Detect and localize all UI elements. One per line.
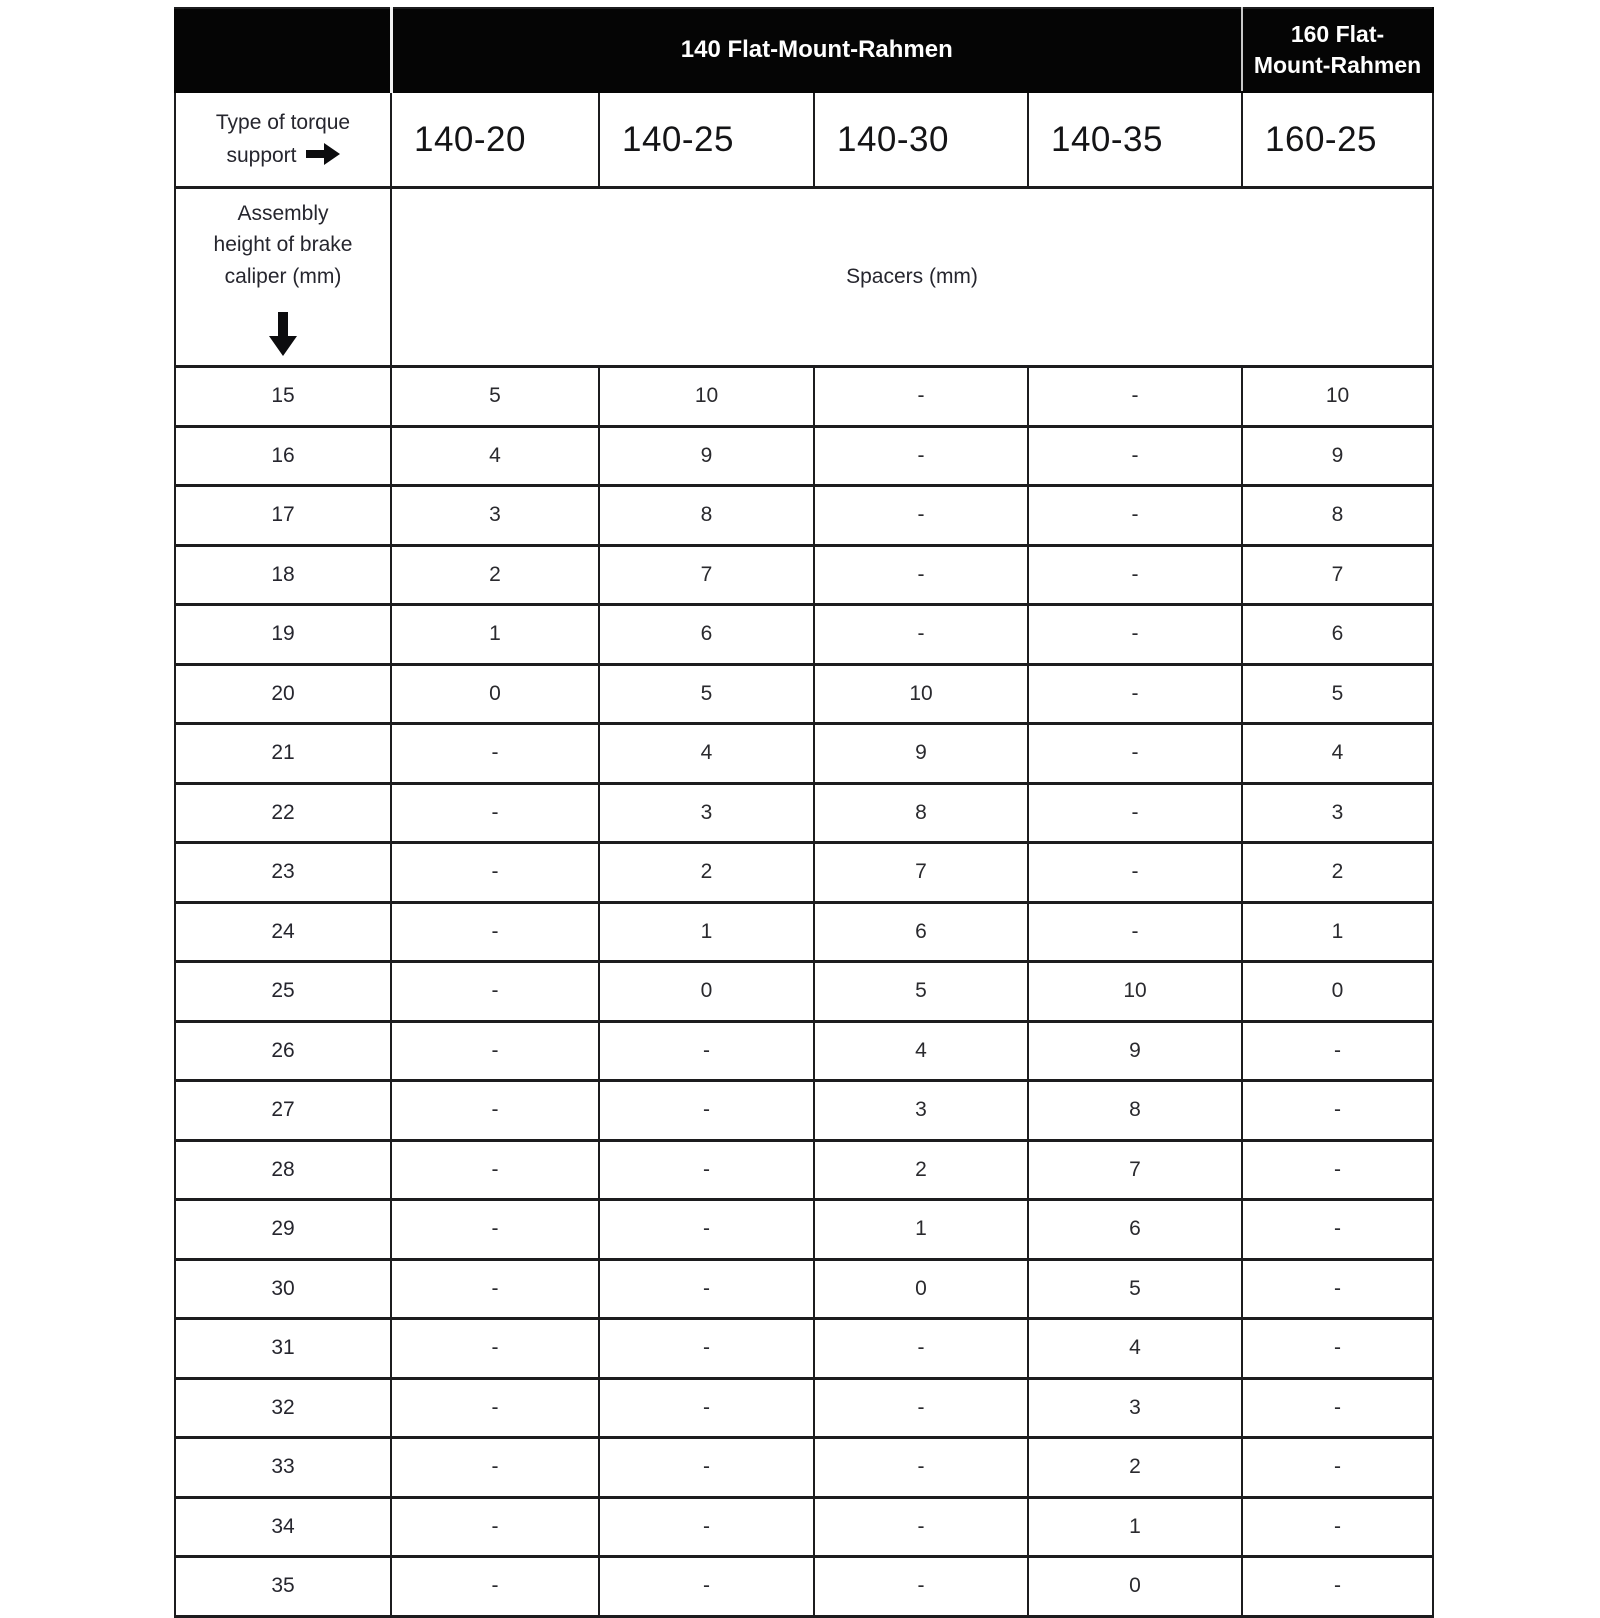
spacer-value-cell: 8 <box>1028 1081 1242 1141</box>
spacer-value-cell: 3 <box>814 1081 1028 1141</box>
assembly-height-value: 30 <box>175 1259 391 1319</box>
spacer-value-cell: - <box>814 426 1028 486</box>
spacer-value-cell: 6 <box>1028 1200 1242 1260</box>
table-row <box>175 486 1433 546</box>
spacer-value-cell: 3 <box>1242 783 1433 843</box>
spacer-value-cell: 10 <box>599 367 814 427</box>
spacer-value-cell: 5 <box>1028 1259 1242 1319</box>
spacer-value-cell: - <box>391 902 599 962</box>
assembly-height-value: 27 <box>175 1081 391 1141</box>
table-row <box>175 605 1433 665</box>
spacer-value-cell: 9 <box>599 426 814 486</box>
spacer-value-cell: 9 <box>814 724 1028 784</box>
spacer-value-cell: 4 <box>1028 1319 1242 1379</box>
spacer-value-cell: 10 <box>814 664 1028 724</box>
group-header-160: 160 Flat-Mount-Rahmen <box>1242 8 1433 92</box>
spacer-value-cell: 1 <box>814 1200 1028 1260</box>
assembly-height-value: 18 <box>175 545 391 605</box>
spacer-value-cell: 6 <box>599 605 814 665</box>
assembly-height-value: 31 <box>175 1319 391 1379</box>
assembly-height-value: 24 <box>175 902 391 962</box>
spacer-value-cell: - <box>1242 1021 1433 1081</box>
torque-type-cell: 140-20 <box>391 92 599 188</box>
spacer-value-cell: - <box>1242 1259 1433 1319</box>
table-row <box>175 1497 1433 1557</box>
assembly-height-value: 28 <box>175 1140 391 1200</box>
spacer-value-cell: 10 <box>1028 962 1242 1022</box>
spacer-value-cell: 5 <box>599 664 814 724</box>
assembly-label-line3: caliper (mm) <box>224 264 342 288</box>
assembly-height-value: 29 <box>175 1200 391 1260</box>
table-row <box>175 1259 1433 1319</box>
spacer-value-cell: - <box>814 545 1028 605</box>
spacer-value-cell: 0 <box>599 962 814 1022</box>
spacer-value-cell: 1 <box>1242 902 1433 962</box>
spacer-value-cell: 8 <box>1242 486 1433 546</box>
spacer-value-cell: - <box>391 783 599 843</box>
table-row <box>175 426 1433 486</box>
spacer-value-cell: 7 <box>1242 545 1433 605</box>
spacer-value-cell: 5 <box>391 367 599 427</box>
table-row <box>175 1557 1433 1617</box>
spacer-value-cell: - <box>599 1378 814 1438</box>
table-row <box>175 1140 1433 1200</box>
spacer-value-cell: - <box>1028 724 1242 784</box>
spacer-value-cell: - <box>1242 1378 1433 1438</box>
spacer-value-cell: - <box>599 1319 814 1379</box>
spacer-value-cell: - <box>391 1021 599 1081</box>
spacer-value-cell: 8 <box>599 486 814 546</box>
table-row <box>175 902 1433 962</box>
spacer-value-cell: - <box>1028 605 1242 665</box>
spacer-value-cell: 2 <box>814 1140 1028 1200</box>
spacer-value-cell: 4 <box>1242 724 1433 784</box>
assembly-height-value: 32 <box>175 1378 391 1438</box>
table-body <box>175 367 1433 1617</box>
table-row <box>175 1081 1433 1141</box>
spacer-value-cell: 2 <box>1028 1438 1242 1498</box>
spacer-value-cell: 0 <box>1242 962 1433 1022</box>
spacer-value-cell: - <box>599 1140 814 1200</box>
spacer-value-cell: - <box>599 1438 814 1498</box>
spacer-value-cell: - <box>599 1200 814 1260</box>
spacer-value-cell: - <box>814 1438 1028 1498</box>
assembly-height-value: 22 <box>175 783 391 843</box>
spacer-value-cell: - <box>391 1557 599 1617</box>
spacer-value-cell: - <box>391 1497 599 1557</box>
spacer-value-cell: - <box>1028 367 1242 427</box>
spacer-value-cell: - <box>599 1259 814 1319</box>
spacer-value-cell: - <box>1242 1081 1433 1141</box>
right-arrow-icon <box>306 143 340 165</box>
spacer-value-cell: - <box>599 1081 814 1141</box>
spacer-value-cell: - <box>391 1319 599 1379</box>
spacer-value-cell: 3 <box>391 486 599 546</box>
spacer-value-cell: 0 <box>814 1259 1028 1319</box>
spacer-value-cell: - <box>391 724 599 784</box>
spacer-value-cell: - <box>1028 486 1242 546</box>
spacer-table-container <box>174 7 1432 1618</box>
spacer-value-cell: - <box>814 605 1028 665</box>
spacer-value-cell: 4 <box>599 724 814 784</box>
torque-type-cell: 140-35 <box>1028 92 1242 188</box>
assembly-height-value: 34 <box>175 1497 391 1557</box>
spacer-value-cell: - <box>391 843 599 903</box>
spacer-value-cell: - <box>599 1497 814 1557</box>
table-row <box>175 1319 1433 1379</box>
spacer-value-cell: - <box>1028 843 1242 903</box>
spacers-header-cell: Spacers (mm) <box>391 188 1433 367</box>
spacer-value-cell: 9 <box>1028 1021 1242 1081</box>
spacer-value-cell: 2 <box>391 545 599 605</box>
spacer-value-cell: 6 <box>814 902 1028 962</box>
group-header-140: 140 Flat-Mount-Rahmen <box>391 8 1242 92</box>
spacer-value-cell: - <box>391 1378 599 1438</box>
torque-type-row <box>175 92 1433 188</box>
spacer-value-cell: 10 <box>1242 367 1433 427</box>
spacer-value-cell: 5 <box>1242 664 1433 724</box>
table-row <box>175 783 1433 843</box>
spacer-value-cell: 1 <box>391 605 599 665</box>
spacer-value-cell: 2 <box>599 843 814 903</box>
spacer-value-cell: - <box>391 1259 599 1319</box>
table-row <box>175 664 1433 724</box>
assembly-height-value: 26 <box>175 1021 391 1081</box>
spacer-value-cell: 0 <box>391 664 599 724</box>
spacer-value-cell: - <box>391 1140 599 1200</box>
spacer-table <box>174 7 1434 1618</box>
spacer-value-cell: 5 <box>814 962 1028 1022</box>
table-row <box>175 843 1433 903</box>
spacer-value-cell: - <box>1028 902 1242 962</box>
spacer-value-cell: 3 <box>599 783 814 843</box>
assembly-height-value: 17 <box>175 486 391 546</box>
spacer-value-cell: - <box>1028 783 1242 843</box>
table-row <box>175 1200 1433 1260</box>
down-arrow-icon <box>269 312 297 356</box>
assembly-height-value: 21 <box>175 724 391 784</box>
spacer-value-cell: - <box>599 1021 814 1081</box>
spacer-value-cell: - <box>1028 664 1242 724</box>
spacer-value-cell: 9 <box>1242 426 1433 486</box>
table-row <box>175 1438 1433 1498</box>
table-row <box>175 545 1433 605</box>
spacer-value-cell: 6 <box>1242 605 1433 665</box>
type-of-torque-line2: support <box>226 143 297 167</box>
spacer-value-cell: - <box>391 962 599 1022</box>
table-row <box>175 367 1433 427</box>
torque-type-cell: 160-25 <box>1242 92 1433 188</box>
spacer-value-cell: - <box>391 1200 599 1260</box>
spacer-value-cell: - <box>1242 1319 1433 1379</box>
assembly-height-value: 35 <box>175 1557 391 1617</box>
spacer-value-cell: 4 <box>391 426 599 486</box>
spacer-value-cell: 8 <box>814 783 1028 843</box>
spacer-value-cell: - <box>391 1081 599 1141</box>
spacer-value-cell: - <box>599 1557 814 1617</box>
spacer-value-cell: - <box>814 1319 1028 1379</box>
spacer-value-cell: - <box>1242 1497 1433 1557</box>
spacer-value-cell: - <box>814 1557 1028 1617</box>
table-row <box>175 1378 1433 1438</box>
table-row <box>175 962 1433 1022</box>
spacer-value-cell: - <box>814 1497 1028 1557</box>
spacer-value-cell: 0 <box>1028 1557 1242 1617</box>
spacer-value-cell: - <box>814 1378 1028 1438</box>
spacer-value-cell: 7 <box>814 843 1028 903</box>
spacer-value-cell: 1 <box>599 902 814 962</box>
spacer-value-cell: - <box>814 367 1028 427</box>
spacer-value-cell: - <box>1028 426 1242 486</box>
assembly-label-line1: Assembly <box>237 201 329 225</box>
spacer-value-cell: 1 <box>1028 1497 1242 1557</box>
spacer-value-cell: - <box>391 1438 599 1498</box>
assembly-height-label <box>175 188 391 367</box>
assembly-label-line2: height of brake <box>213 233 353 257</box>
assembly-height-value: 16 <box>175 426 391 486</box>
torque-type-cell: 140-25 <box>599 92 814 188</box>
assembly-height-value: 33 <box>175 1438 391 1498</box>
assembly-height-value: 19 <box>175 605 391 665</box>
spacer-value-cell: - <box>814 486 1028 546</box>
assembly-height-value: 25 <box>175 962 391 1022</box>
table-row <box>175 1021 1433 1081</box>
spacer-value-cell: 7 <box>1028 1140 1242 1200</box>
spacer-value-cell: 3 <box>1028 1378 1242 1438</box>
spacer-value-cell: - <box>1242 1200 1433 1260</box>
assembly-height-value: 15 <box>175 367 391 427</box>
assembly-height-value: 23 <box>175 843 391 903</box>
table-row <box>175 724 1433 784</box>
spacer-value-cell: - <box>1242 1438 1433 1498</box>
assembly-spacers-row <box>175 188 1433 367</box>
type-of-torque-label <box>175 92 391 188</box>
corner-cell <box>175 8 391 92</box>
type-of-torque-line1: Type of torque <box>215 110 351 134</box>
spacer-value-cell: - <box>1242 1557 1433 1617</box>
spacer-value-cell: - <box>1242 1140 1433 1200</box>
group-header-row <box>175 8 1433 92</box>
spacer-value-cell: 4 <box>814 1021 1028 1081</box>
torque-type-cell: 140-30 <box>814 92 1028 188</box>
spacer-value-cell: 7 <box>599 545 814 605</box>
assembly-height-value: 20 <box>175 664 391 724</box>
spacer-value-cell: - <box>1028 545 1242 605</box>
spacer-value-cell: 2 <box>1242 843 1433 903</box>
